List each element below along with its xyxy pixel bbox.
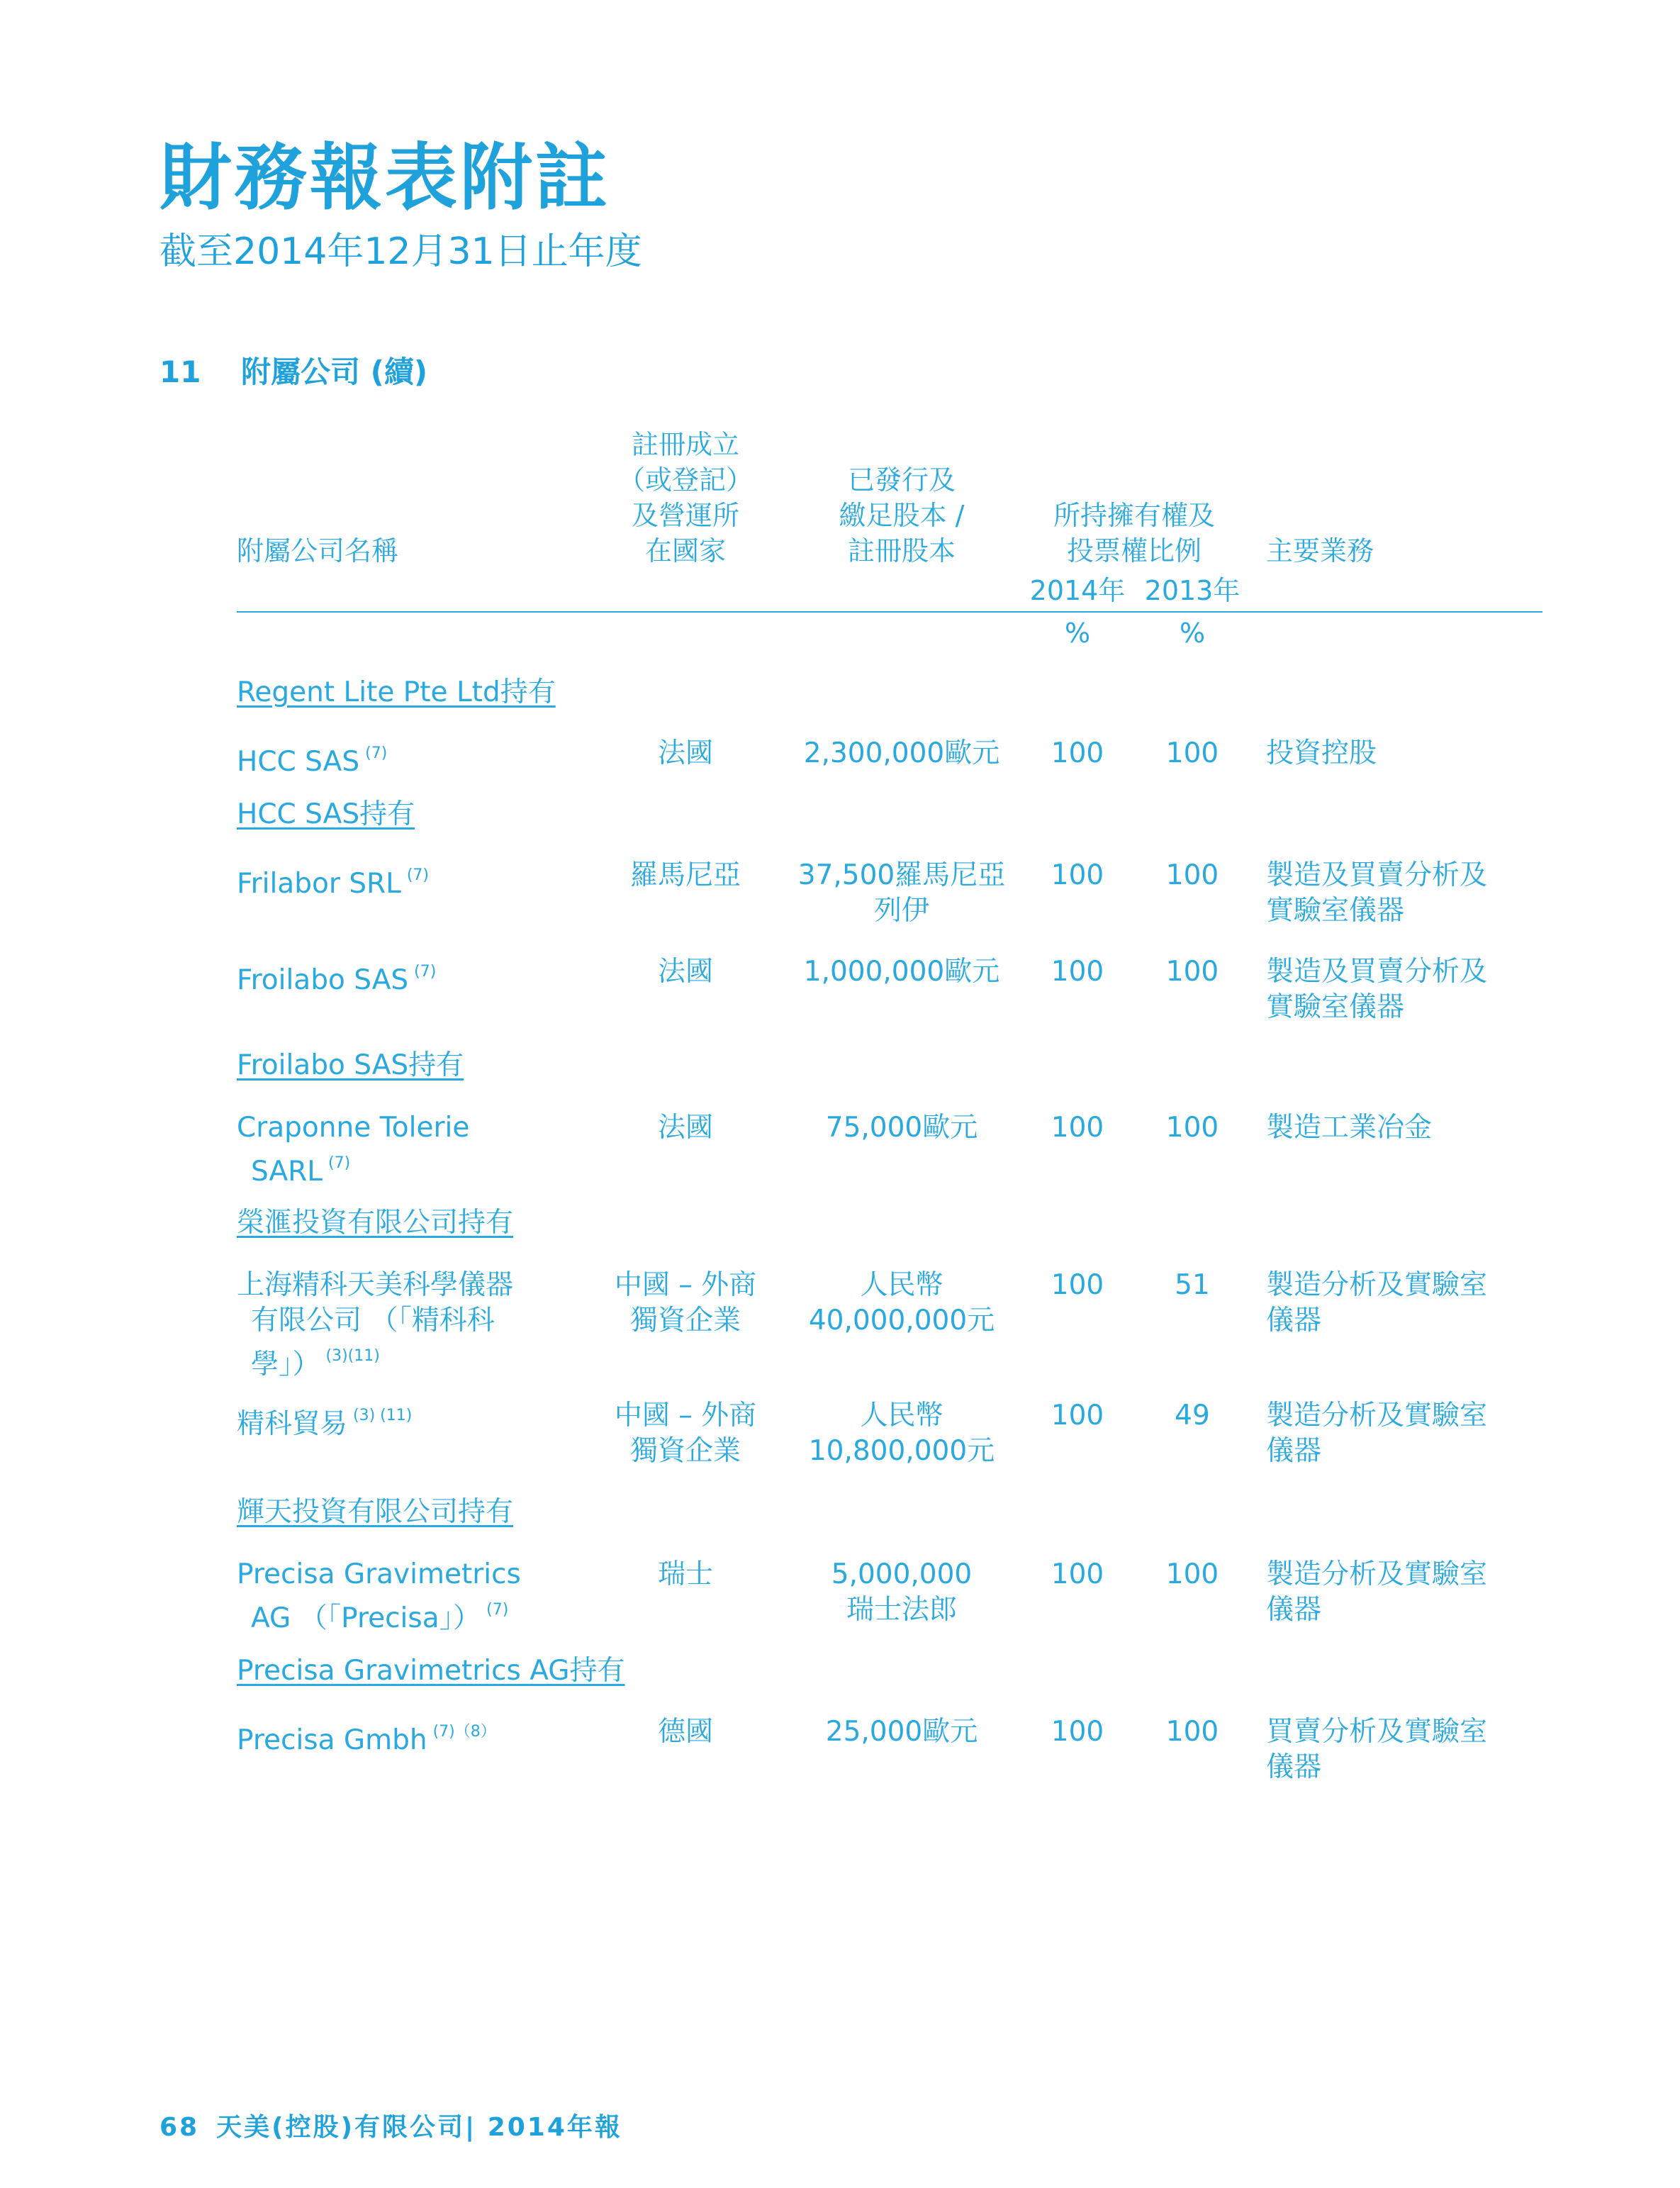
footnote-ref: (7) bbox=[365, 744, 388, 762]
footnote-ref: (7) bbox=[414, 963, 437, 981]
footer-text: 天美(控股)有限公司| 2014年報 bbox=[216, 2113, 622, 2142]
table-row-capital: 1,000,000歐元 bbox=[803, 956, 1000, 988]
table-row-business: 製造分析及實驗室 儀器 bbox=[1266, 1558, 1488, 1626]
table-row-capital: 25,000歐元 bbox=[825, 1716, 978, 1748]
footnote-ref: (7) bbox=[486, 1601, 509, 1619]
page-subtitle: 截至2014年12月31日止年度 bbox=[159, 230, 642, 273]
table-row-business: 製造分析及實驗室 儀器 bbox=[1266, 1400, 1488, 1467]
table-row-country: 瑞士 bbox=[657, 1558, 713, 1590]
table-row-percent-2014: 100 bbox=[1051, 1269, 1104, 1301]
header-year-2013: 2013年 bbox=[1144, 575, 1241, 606]
table-row-capital: 75,000歐元 bbox=[825, 1112, 978, 1144]
table-row-percent-2013: 100 bbox=[1165, 1558, 1219, 1590]
section-number: 11 bbox=[159, 355, 201, 389]
table-row-capital: 5,000,000 瑞士法郎 bbox=[831, 1558, 973, 1626]
table-row-capital: 37,500羅馬尼亞 列伊 bbox=[797, 859, 1006, 927]
header-rule bbox=[237, 611, 1542, 613]
table-row-country: 法國 bbox=[657, 737, 713, 769]
table-row-business: 製造及買賣分析及 實驗室儀器 bbox=[1266, 956, 1488, 1023]
footnote-ref: (7)（8） bbox=[432, 1723, 496, 1741]
group-label: Precisa Gravimetrics AG持有 bbox=[237, 1655, 625, 1687]
table-row-business: 製造分析及實驗室 儀器 bbox=[1266, 1269, 1488, 1336]
group-label: Froilabo SAS持有 bbox=[237, 1049, 464, 1081]
section-heading bbox=[159, 349, 427, 391]
table-row-percent-2013: 100 bbox=[1165, 859, 1219, 891]
table-row-name: Craponne Tolerie SARL $^{(7)}$ bbox=[237, 1112, 470, 1188]
table-row-name: Precisa Gravimetrics AG （「Precisa」） $^{(7)}$ bbox=[237, 1558, 521, 1634]
table-row-name: HCC SAS $^{(7)}$ bbox=[237, 744, 388, 778]
table-row-country: 德國 bbox=[657, 1716, 713, 1748]
group-label: 輝天投資有限公司持有 bbox=[237, 1496, 514, 1528]
group-label: 榮滙投資有限公司持有 bbox=[237, 1207, 514, 1239]
table-row-business: 製造工業冶金 bbox=[1266, 1112, 1433, 1144]
table-row-country: 羅馬尼亞 bbox=[629, 859, 741, 891]
table-row-percent-2014: 100 bbox=[1051, 1400, 1104, 1431]
group-label: HCC SAS持有 bbox=[237, 798, 415, 830]
table-row-percent-2014: 100 bbox=[1051, 956, 1104, 988]
footnote-ref: (7) bbox=[328, 1154, 351, 1172]
footnote-ref: (7) bbox=[406, 866, 430, 884]
table-row-country: 中國 – 外商 獨資企業 bbox=[614, 1400, 757, 1467]
table-row-name: 上海精科天美科學儀器 有限公司 （「精科科 學」） $^{(3)(11)}$ bbox=[237, 1269, 514, 1380]
table-row-country: 法國 bbox=[657, 1112, 713, 1144]
table-row-percent-2014: 100 bbox=[1051, 859, 1104, 891]
table-row-capital: 2,300,000歐元 bbox=[803, 737, 1000, 769]
table-row-business: 製造及買賣分析及 實驗室儀器 bbox=[1266, 859, 1488, 927]
header-capital: 已發行及 繳足股本 / 註冊股本 bbox=[839, 464, 965, 566]
table-row-name: Frilabor SRL $^{(7)}$ bbox=[237, 866, 430, 900]
table-row-country: 中國 – 外商 獨資企業 bbox=[614, 1269, 757, 1336]
header-name: 附屬公司名稱 bbox=[237, 535, 399, 566]
table-row-name: Precisa Gmbh $^{(7)(8)}$ bbox=[237, 1723, 496, 1756]
table-row-percent-2014: 100 bbox=[1051, 1558, 1104, 1590]
header-business: 主要業務 bbox=[1266, 535, 1374, 566]
table-row-business: 投資控股 bbox=[1266, 737, 1377, 769]
table-row-name: Froilabo SAS $^{(7)}$ bbox=[237, 963, 437, 996]
header-country: 註冊成立 （或登記） 及營運所 在國家 bbox=[617, 429, 753, 566]
page-title: 財務報表附註 bbox=[159, 136, 610, 221]
table-row-percent-2013: 100 bbox=[1165, 956, 1219, 988]
header-interest: 所持擁有權及 投票權比例 bbox=[1053, 500, 1215, 566]
group-label: Regent Lite Pte Ltd持有 bbox=[237, 676, 556, 708]
page-number: 68 bbox=[159, 2113, 200, 2142]
table-row-percent-2014: 100 bbox=[1051, 1716, 1104, 1748]
footnote-ref: (3) (11) bbox=[353, 1407, 413, 1424]
page-footer bbox=[159, 2107, 622, 2143]
table-row-capital: 人民幣 40,000,000元 bbox=[808, 1269, 995, 1336]
table-row-percent-2013: 51 bbox=[1175, 1269, 1210, 1301]
header-percent-2013: % bbox=[1179, 618, 1206, 649]
header-percent-2014: % bbox=[1064, 618, 1091, 649]
table-row-percent-2013: 100 bbox=[1165, 737, 1219, 769]
table-row-percent-2014: 100 bbox=[1051, 737, 1104, 769]
table-row-percent-2014: 100 bbox=[1051, 1112, 1104, 1144]
table-row-percent-2013: 49 bbox=[1175, 1400, 1210, 1431]
footnote-ref: (3)(11) bbox=[325, 1347, 380, 1365]
table-row-business: 買賣分析及實驗室 儀器 bbox=[1266, 1716, 1488, 1783]
table-row-percent-2013: 100 bbox=[1165, 1112, 1219, 1144]
section-title: 附屬公司 (續) bbox=[241, 355, 428, 389]
header-year-2014: 2014年 bbox=[1029, 575, 1126, 606]
table-row-name: 精科貿易 $^{(3) (11)}$ bbox=[237, 1407, 413, 1440]
table-row-capital: 人民幣 10,800,000元 bbox=[808, 1400, 995, 1467]
table-row-percent-2013: 100 bbox=[1165, 1716, 1219, 1748]
table-row-country: 法國 bbox=[657, 956, 713, 988]
